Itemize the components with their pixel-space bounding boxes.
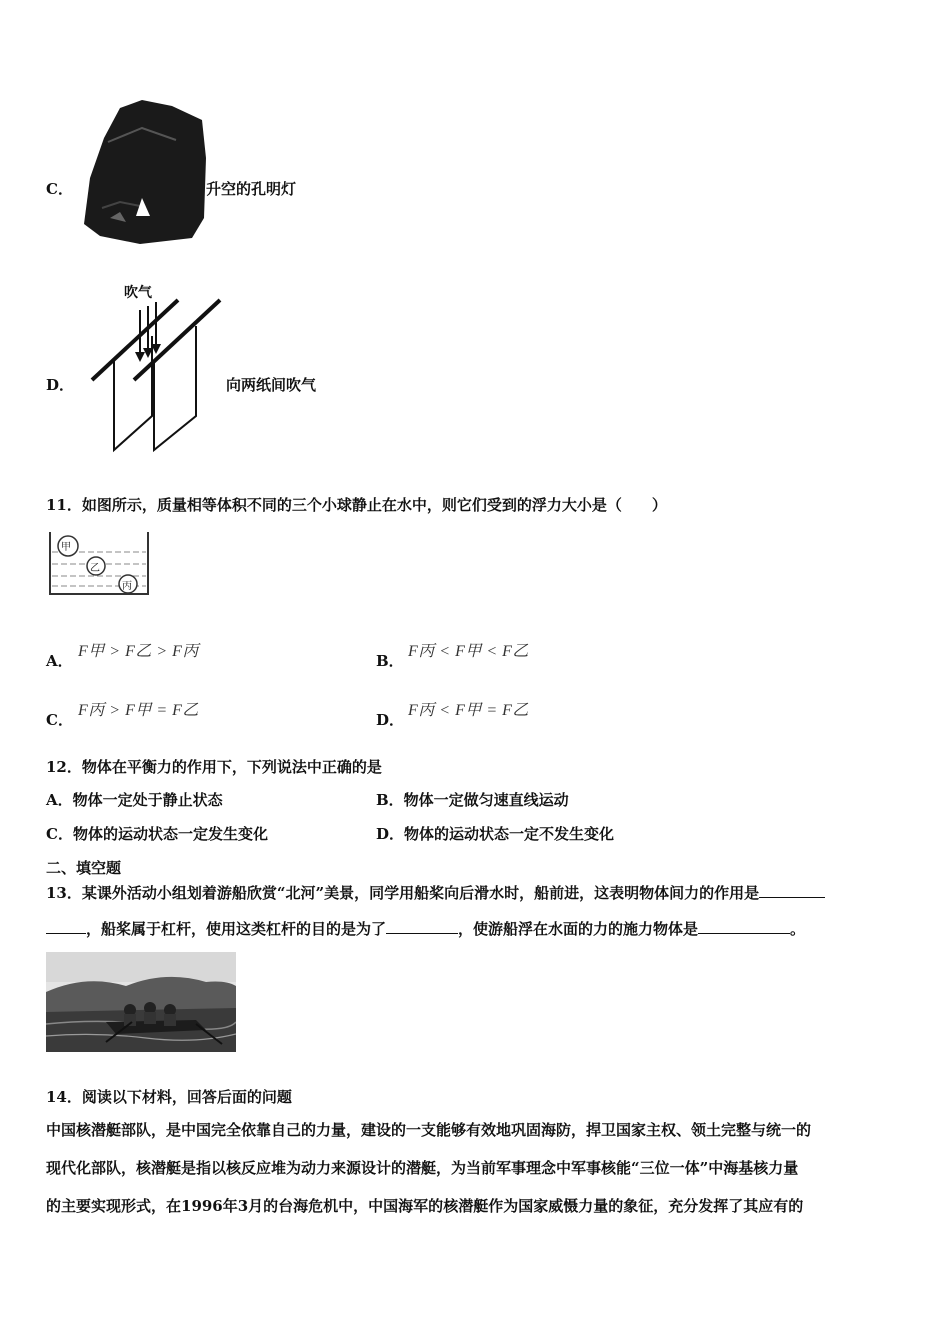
ball-yi: 乙 xyxy=(90,563,100,574)
q13-blank-3[interactable] xyxy=(698,919,790,934)
paper-blowing-diagram xyxy=(88,280,228,458)
rowing-boat-photo xyxy=(46,952,236,1052)
q11-option-b-label: B． xyxy=(376,652,404,670)
option-d-label: D． xyxy=(46,376,75,394)
q14-para-line3: 的主要实现形式，在1996年3月的台海危机中，中国海军的核潜艇作为国家威慑力量的象征，充分发挥了其应有的 xyxy=(46,1197,804,1215)
option-d-caption: 向两纸间吹气 xyxy=(226,376,317,394)
q13-blank-2[interactable] xyxy=(386,919,458,934)
q13-line2 xyxy=(46,918,805,939)
q14-stem: 14．阅读以下材料，回答后面的问题 xyxy=(46,1088,292,1106)
q12-option-c: C．物体的运动状态一定发生变化 xyxy=(46,825,268,843)
q11-option-d-label: D． xyxy=(376,711,405,729)
q14-para-line1: 中国核潜艇部队，是中国完全依靠自己的力量，建设的一支能够有效地巩固海防，捍卫国家主权、领土完整与统一的 xyxy=(46,1121,812,1139)
q13-blank-1a[interactable] xyxy=(759,883,825,898)
water-tank-diagram xyxy=(48,528,152,598)
q13-blank-1b[interactable] xyxy=(46,919,86,934)
ball-jia: 甲 xyxy=(61,542,71,553)
q13-line2-text-b: ，使游船浮在水面的力的施力物体是 xyxy=(458,920,699,938)
q11-option-c-label: C． xyxy=(46,711,73,729)
q12-option-a: A．物体一定处于静止状态 xyxy=(46,791,223,809)
blow-label: 吹气 xyxy=(124,285,152,301)
q11-option-a-label: A． xyxy=(46,652,73,670)
q13-line1-text: 13．某课外活动小组划着游船欣赏“北河”美景，同学用船桨向后滑水时，船前进，这表明物体间力的作用是 xyxy=(46,884,760,902)
q13-line2-end: 。 xyxy=(790,920,806,938)
section-heading: 二、填空题 xyxy=(46,859,122,877)
q12-option-b: B．物体一定做匀速直线运动 xyxy=(376,791,569,809)
q11-stem: 11．如图所示，质量相等体积不同的三个小球静止在水中，则它们受到的浮力大小是（ ） xyxy=(46,496,667,514)
q11-option-c-formula: F丙 > F甲 = F乙 xyxy=(78,702,199,719)
q11-option-b-formula: F丙 < F甲 < F乙 xyxy=(408,643,529,660)
q12-option-d: D．物体的运动状态一定不发生变化 xyxy=(376,825,615,843)
kongming-lantern-image xyxy=(80,98,208,246)
q11-option-d-formula: F丙 < F甲 = F乙 xyxy=(408,702,529,719)
q13-line1 xyxy=(46,882,825,903)
option-c-label: C． xyxy=(46,180,73,198)
option-c-caption: 升空的孔明灯 xyxy=(206,180,297,198)
q13-line2-text-a: ，船桨属于杠杆，使用这类杠杆的目的是为了 xyxy=(86,920,387,938)
q12-stem: 12．物体在平衡力的作用下，下列说法中正确的是 xyxy=(46,758,382,776)
ball-bing: 丙 xyxy=(122,581,132,592)
q14-para-line2: 现代化部队，核潜艇是指以核反应堆为动力来源设计的潜艇，为当前军事理念中军事核能“三位一体”中海基核力量 xyxy=(46,1159,799,1177)
q11-option-a-formula: F甲 > F乙 > F丙 xyxy=(78,643,199,660)
